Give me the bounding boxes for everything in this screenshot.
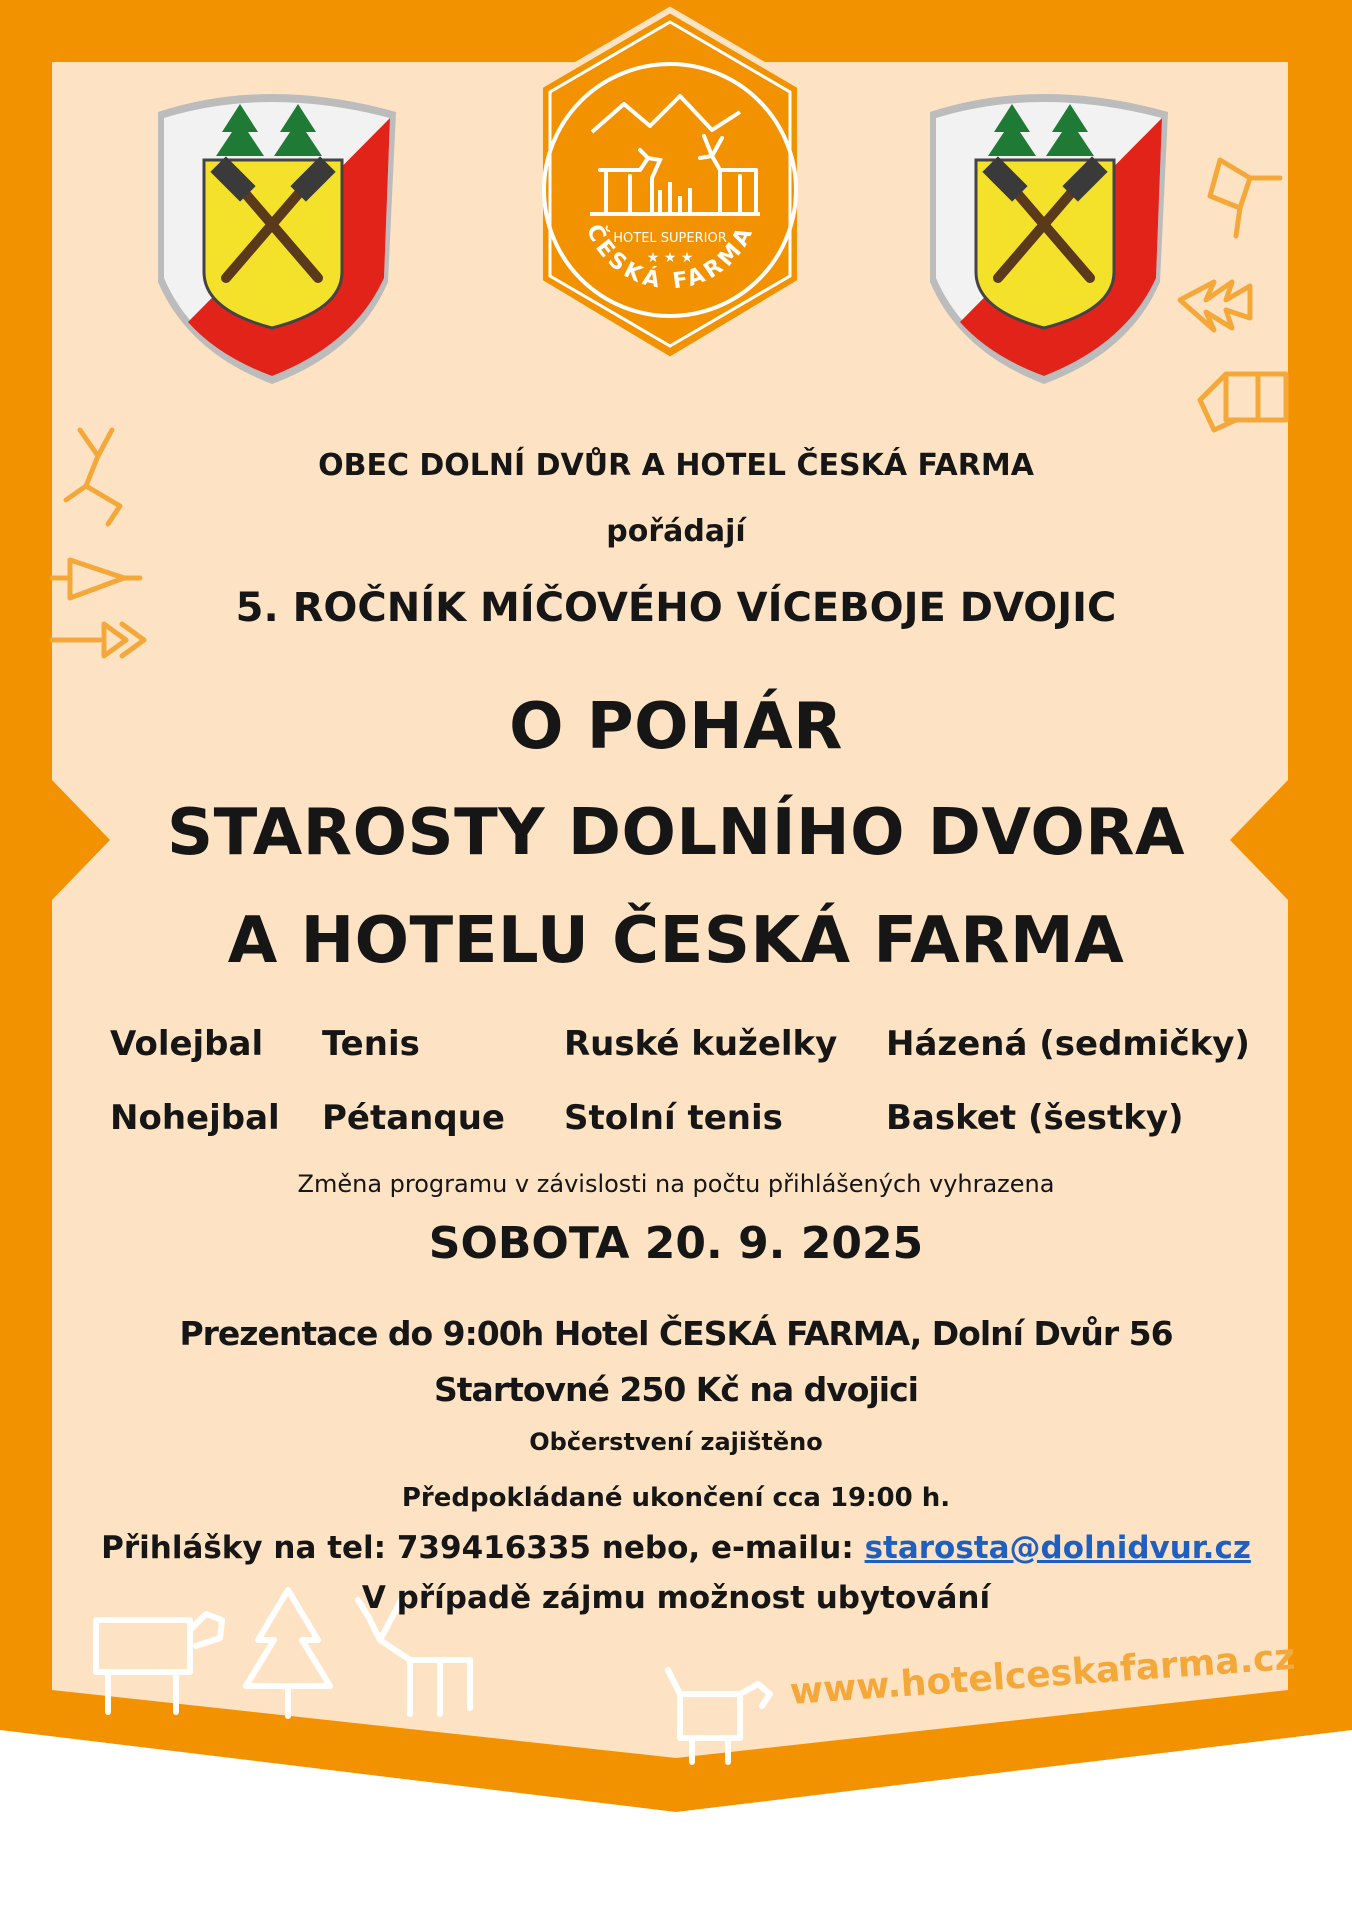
logo-superior-text: HOTEL SUPERIOR [613,231,727,246]
entry-fee: Startovné 250 Kč na dvojici [434,1370,918,1409]
logo-name-text: ČESKÁ FARMA [580,220,760,295]
program-change-note: Změna programu v závislosti na počtu přihlášených vyhrazena [297,1170,1055,1198]
main-title-line-1: O POHÁR [509,690,843,764]
event-date: SOBOTA 20. 9. 2025 [428,1218,924,1269]
accommodation-info: V případě zájmu možnost ubytování [361,1580,991,1616]
edition-text: 5. ROČNÍK MÍČOVÉHO VÍCEBOJE DVOJIC [235,585,1117,631]
sport-item: Tenis [322,1024,420,1064]
logo-stars: ★ ★ ★ [646,250,694,266]
sport-item: Volejbal [110,1024,264,1064]
refreshments-info: Občerstvení zajištěno [529,1428,823,1456]
email-link[interactable]: starosta@dolnidvur.cz [864,1530,1251,1566]
sport-item: Házená (sedmičky) [886,1024,1250,1064]
main-title-line-2: STAROSTY DOLNÍHO DVORA [166,796,1186,870]
organizers-text: OBEC DOLNÍ DVŮR A HOTEL ČESKÁ FARMA [318,448,1034,483]
registration-info: Prezentace do 9:00h Hotel ČESKÁ FARMA, Dolní Dvůr 56 [179,1314,1173,1353]
signup-prefix: Přihlášky na tel: 739416335 nebo, e-mailu: [101,1530,865,1566]
hotel-logo [540,10,800,360]
sport-item: Ruské kuželky [564,1024,838,1064]
sport-item: Pétanque [322,1098,505,1138]
sport-item: Nohejbal [110,1098,280,1138]
sport-item: Stolní tenis [564,1098,783,1138]
main-title-line-3: A HOTELU ČESKÁ FARMA [227,904,1125,978]
signup-info [0,1530,1352,1566]
website-text: www.hotelceskafarma.cz [788,1636,1297,1713]
organizers-verb: pořádají [606,514,746,549]
sport-item: Basket (šestky) [886,1098,1184,1138]
end-time-info: Předpokládané ukončení cca 19:00 h. [401,1483,951,1513]
